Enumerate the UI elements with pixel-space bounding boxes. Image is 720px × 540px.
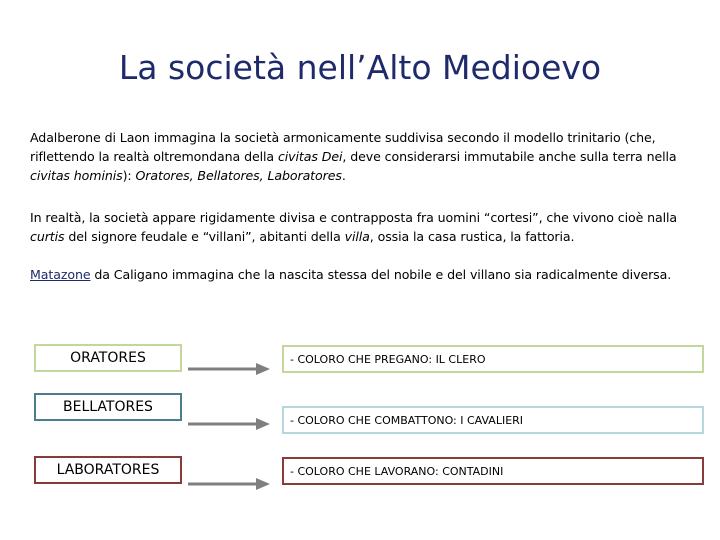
p1-italic-orders: Oratores, Bellatores, Laboratores: [135, 168, 342, 183]
description-box-oratores: - COLORO CHE PREGANO: IL CLERO: [282, 345, 704, 373]
arrow-right-icon: [188, 362, 270, 376]
matazone-link[interactable]: Matazone: [30, 267, 91, 282]
p2-italic-villa: villa: [344, 229, 370, 244]
p1-text-4: .: [341, 168, 346, 183]
p1-text-1: Adalberone di Laon immagina la società armonicamente suddivisa secondo il modello trinitario (che, riflettendo la realtà oltremondana della: [30, 130, 656, 164]
p1-italic-civitas-dei: civitas Dei: [277, 149, 343, 164]
label-box-laboratores: LABORATORES: [34, 456, 182, 484]
arrow-right-icon: [188, 477, 270, 491]
p2-text-2: del signore feudale e “villani”, abitanti della: [64, 229, 345, 244]
p2-text-1: In realtà, la società appare rigidamente divisa e contrapposta fra uomini “cortesi”, che vivono cioè nalla: [30, 210, 678, 225]
arrow-right-icon: [188, 417, 270, 431]
description-box-laboratores: - COLORO CHE LAVORANO: CONTADINI: [282, 457, 704, 485]
description-box-bellatores: - COLORO CHE COMBATTONO: I CAVALIERI: [282, 406, 704, 434]
p2-italic-curtis: curtis: [30, 229, 65, 244]
label-box-bellatores: BELLATORES: [34, 393, 182, 421]
p1-text-3: ):: [122, 168, 136, 183]
p3-text-1: da Caligano immagina che la nascita stessa del nobile e del villano sia radicalmente diversa.: [90, 267, 672, 282]
p1-italic-civitas-hominis: civitas hominis: [30, 168, 123, 183]
p1-text-2: , deve considerarsi immutabile anche sulla terra nella: [342, 149, 677, 164]
paragraph-society-division: [30, 208, 695, 246]
p2-text-3: , ossia la casa rustica, la fattoria.: [369, 229, 575, 244]
label-box-oratores: ORATORES: [34, 344, 182, 372]
paragraph-matazone: [30, 265, 695, 284]
paragraph-trinitarian-model: [30, 128, 695, 185]
page-title: La società nell’Alto Medioevo: [118, 48, 602, 87]
